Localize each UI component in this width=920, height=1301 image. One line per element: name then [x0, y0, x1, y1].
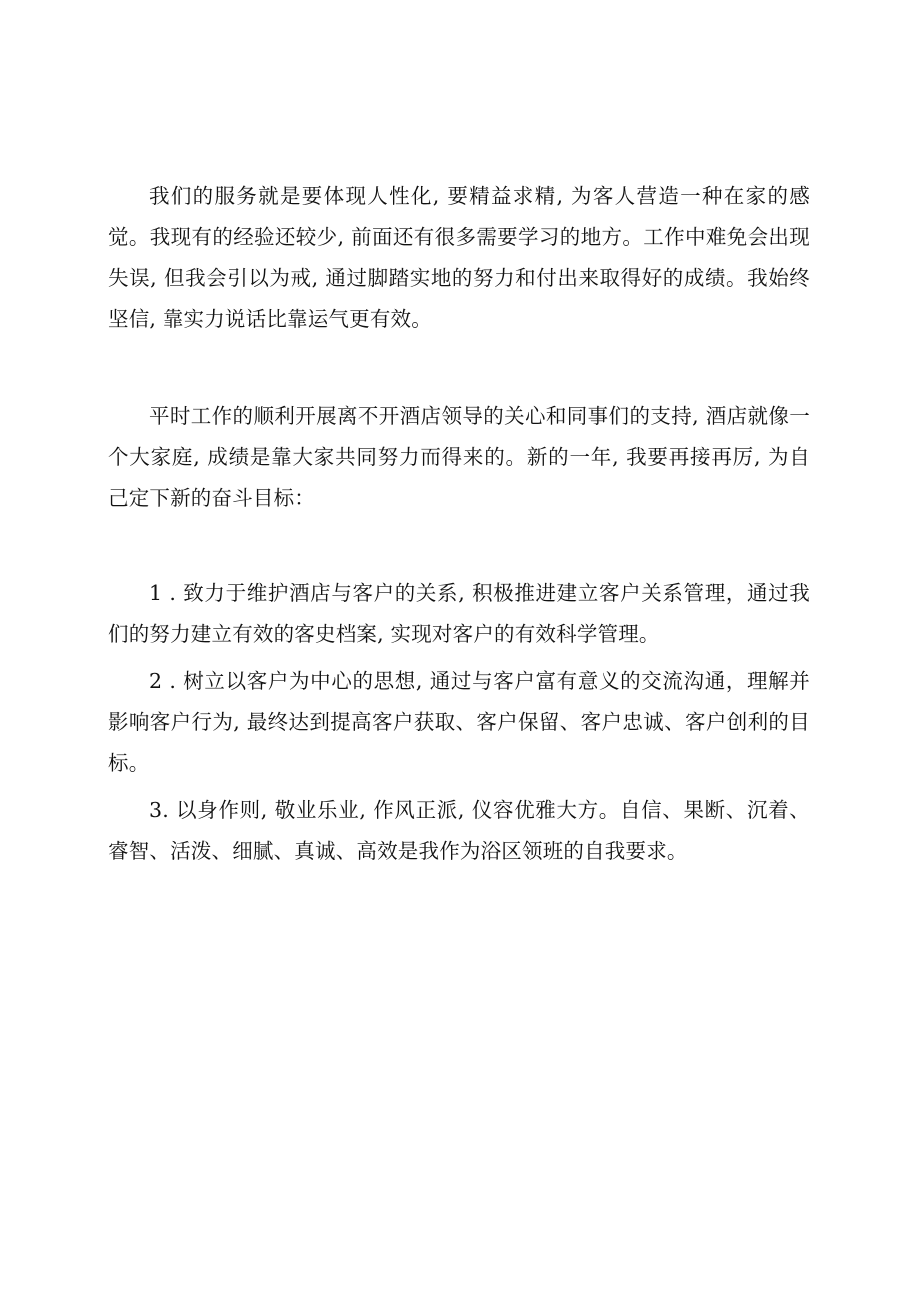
goal-item-2: 2 . 树立以客户为中心的思想, 通过与客户富有意义的交流沟通，理解并影响客户行为, 最终达到提高客户获取、客户保留、客户忠诚、客户创利的目标。 [108, 669, 810, 775]
paragraph-teamwork: 平时工作的顺利开展离不开酒店领导的关心和同事们的支持, 酒店就像一个大家庭, 成绩是靠大家共同努力而得来的。新的一年, 我要再接再厉, 为自己定下新的奋斗目标： [108, 404, 810, 510]
goal-item-3: 3. 以身作则, 敬业乐业, 作风正派, 仪容优雅大方。自信、果断、沉着、睿智、活泼、细腻、真诚、高效是我作为浴区领班的自我要求。 [108, 798, 810, 863]
goal-item-1: 1 . 致力于维护酒店与客户的关系, 积极推进建立客户关系管理，通过我们的努力建立有效的客史档案, 实现对客户的有效科学管理。 [108, 581, 810, 646]
paragraph-spacer [108, 519, 810, 573]
paragraph-service: 我们的服务就是要体现人性化, 要精益求精, 为客人营造一种在家的感觉。我现有的经验还较少, 前面还有很多需要学习的地方。工作中难免会出现失误, 但我会引以为戒, 通过脚踏实地的努力和付出来取得好的成绩。我始终坚信, 靠实力说话比靠运气更有效。 [108, 184, 810, 331]
document-body [108, 176, 810, 872]
paragraph-spacer [108, 340, 810, 396]
